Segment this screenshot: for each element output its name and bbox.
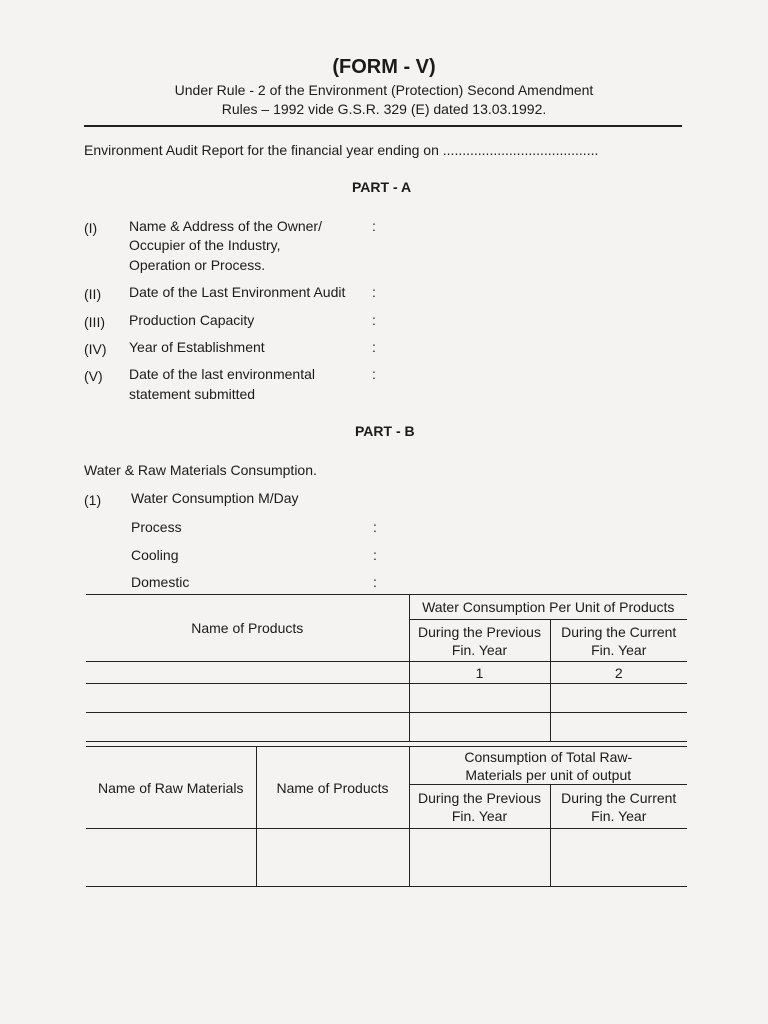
products-column-header: Name of Products xyxy=(86,595,409,662)
item-label: Year of Establishment xyxy=(129,339,265,355)
item-label: Date of the last environmental xyxy=(129,366,315,382)
column-number: 2 xyxy=(550,662,687,684)
table-cell xyxy=(86,684,409,713)
item-number: (V) xyxy=(84,368,103,384)
item-label: statement submitted xyxy=(129,386,256,402)
table-cell xyxy=(409,713,550,742)
previous-year-header: During the Previous Fin. Year xyxy=(409,785,550,829)
table-cell xyxy=(550,829,687,887)
form-subtitle-line1: Under Rule - 2 of the Environment (Protection) Second Amendment xyxy=(174,82,594,98)
raw-materials-table xyxy=(86,746,687,887)
field-colon: : xyxy=(372,339,376,355)
item-label: Occupier of the Industry, xyxy=(129,237,281,253)
column-number: 1 xyxy=(409,662,550,684)
item-number: (IV) xyxy=(84,341,107,357)
table-row xyxy=(86,713,687,742)
field-colon: : xyxy=(373,519,377,535)
report-line: Environment Audit Report for the financial year ending on ........................................ xyxy=(84,142,599,158)
raw-materials-column-header: Name of Raw Materials xyxy=(86,747,256,829)
table-cell xyxy=(409,684,550,713)
table-cell xyxy=(86,662,409,684)
current-year-header: During the Current Fin. Year xyxy=(550,785,687,829)
process-label: Process xyxy=(131,519,182,535)
part-a-heading: PART - A xyxy=(352,179,412,195)
current-year-header: During the Current Fin. Year xyxy=(550,620,687,662)
water-consumption-group-header: Water Consumption Per Unit of Products xyxy=(409,595,687,620)
item-number: (II) xyxy=(84,286,102,302)
table-cell xyxy=(550,713,687,742)
table-row xyxy=(86,829,687,887)
part-b-heading: PART - B xyxy=(355,423,415,439)
field-colon: : xyxy=(373,547,377,563)
table-cell xyxy=(550,684,687,713)
field-colon: : xyxy=(372,218,376,234)
field-colon: : xyxy=(373,574,377,590)
table-cell xyxy=(86,713,409,742)
item-number: (III) xyxy=(84,314,105,330)
item-label: Name & Address of the Owner/ xyxy=(129,218,322,234)
item-number: (I) xyxy=(84,220,98,236)
previous-year-header: During the Previous Fin. Year xyxy=(409,620,550,662)
table-cell xyxy=(86,829,256,887)
item-label: Operation or Process. xyxy=(129,257,266,273)
water-consumption-table xyxy=(86,594,687,742)
products-column-header: Name of Products xyxy=(256,747,409,829)
form-title: (FORM - V) xyxy=(332,56,436,78)
field-colon: : xyxy=(372,312,376,328)
header-rule xyxy=(84,125,682,127)
water-consumption-label: Water Consumption M/Day xyxy=(131,490,299,506)
table-cell xyxy=(256,829,409,887)
raw-material-consumption-group-header: Consumption of Total Raw- Materials per unit of output xyxy=(409,747,687,785)
table-cell xyxy=(409,829,550,887)
field-colon: : xyxy=(372,366,376,382)
form-subtitle-line2: Rules – 1992 vide G.S.R. 329 (E) dated 13.03.1992. xyxy=(221,101,547,117)
item-label: Date of the Last Environment Audit xyxy=(129,284,346,300)
part-b-item-number: (1) xyxy=(84,492,102,508)
table-row xyxy=(86,684,687,713)
part-b-intro: Water & Raw Materials Consumption. xyxy=(84,462,317,478)
domestic-label: Domestic xyxy=(131,574,190,590)
cooling-label: Cooling xyxy=(131,547,179,563)
field-colon: : xyxy=(372,284,376,300)
item-label: Production Capacity xyxy=(129,312,255,328)
